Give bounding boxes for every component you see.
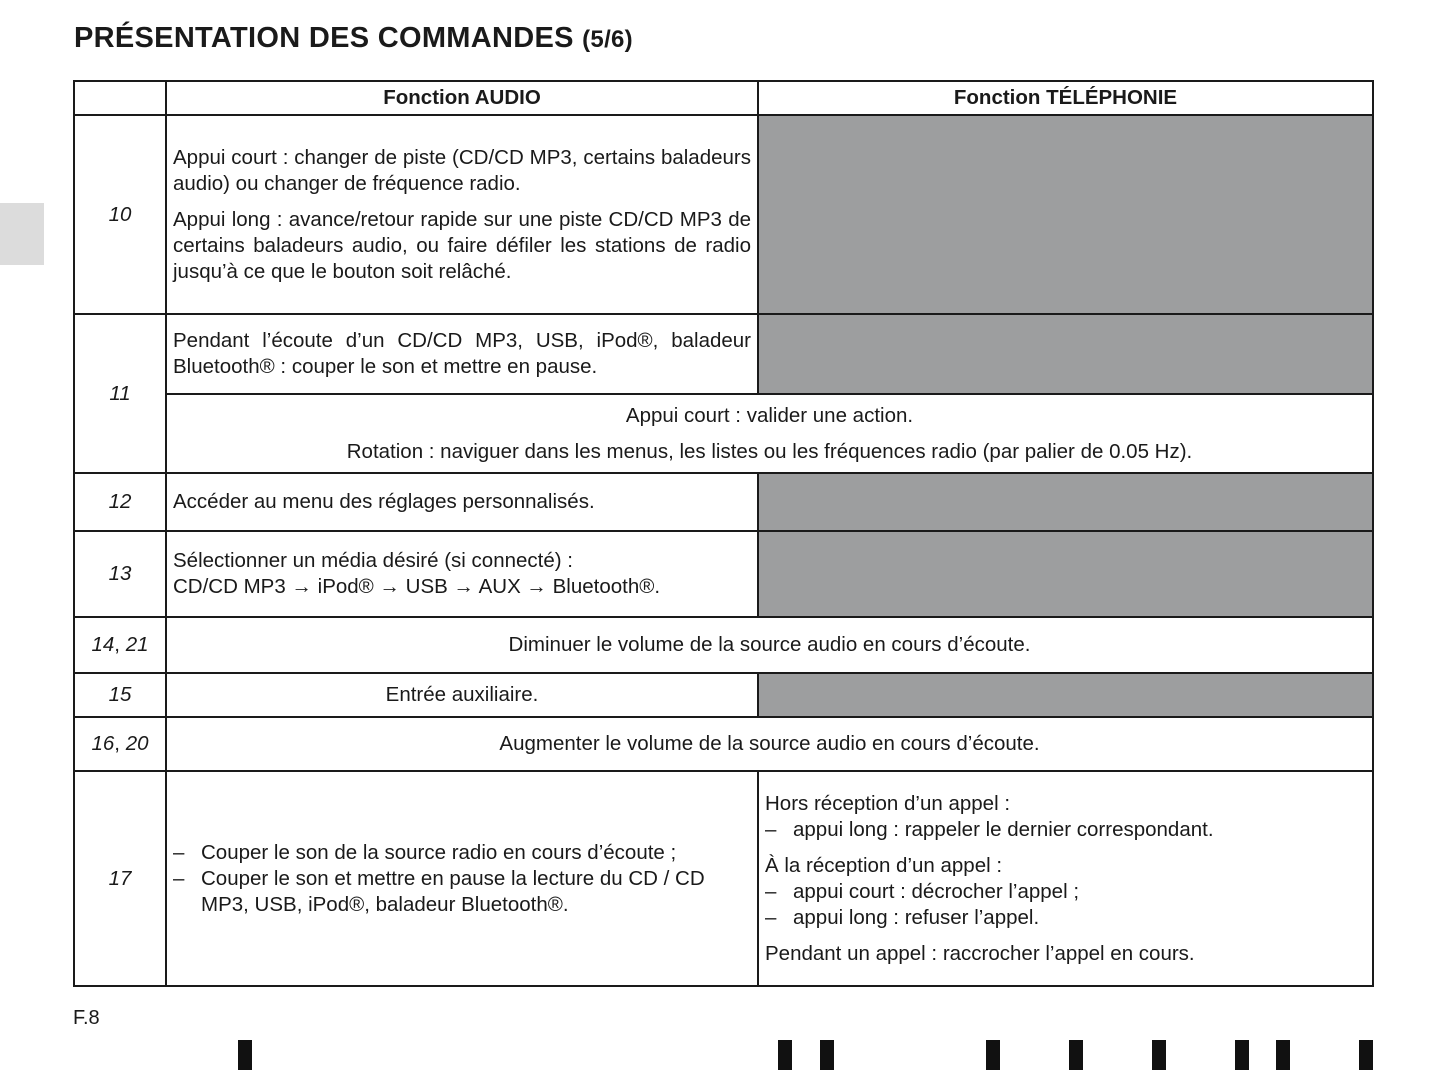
list-item-text: appui court : décrocher l’appel ; [793, 879, 1080, 903]
audio-text: Appui court : changer de piste (CD/CD MP3, certains baladeurs audio) ou changer de fréquence radio. [173, 145, 751, 195]
crop-mark [778, 1040, 792, 1070]
table-row-14-21 [74, 617, 1373, 673]
audio-cell: Entrée auxiliaire. [166, 673, 758, 717]
list-item [173, 840, 751, 866]
table-row-12 [74, 473, 1373, 531]
list-item [173, 866, 751, 918]
list-item [765, 905, 1366, 931]
telephony-cell-empty [758, 473, 1373, 531]
list-item-text: appui long : refuser l’appel. [793, 905, 1040, 929]
list-item-text: Couper le son et mettre en pause la lecture du CD / CD MP3, USB, iPod®, baladeur Bluetooth®. [201, 866, 705, 916]
crop-mark [238, 1040, 252, 1070]
dash-bullet: – [173, 840, 185, 864]
row-number: 10 [74, 115, 166, 314]
audio-cell: Pendant l’écoute d’un CD/CD MP3, USB, iPod®, baladeur Bluetooth® : couper le son et mettre en pause. [166, 314, 758, 394]
telephony-cell-empty [758, 531, 1373, 617]
row-number: 13 [74, 531, 166, 617]
row-number-separator: , [114, 732, 120, 755]
phone-heading: À la réception d’un appel : [765, 853, 1003, 877]
shared-text: Rotation : naviguer dans les menus, les listes ou les fréquences radio (par palier de 0.05 Hz). [346, 439, 1193, 463]
table-row-10 [74, 115, 1373, 314]
phone-heading: Hors réception d’un appel : [765, 791, 1011, 815]
phone-list [765, 879, 1366, 931]
page-code: F.8 [73, 1007, 100, 1029]
shared-cell: Augmenter le volume de la source audio en cours d’écoute. [166, 717, 1373, 771]
list-item [765, 879, 1366, 905]
telephony-cell-empty [758, 673, 1373, 717]
dash-bullet: – [765, 905, 777, 929]
chapter-tab-marker [0, 203, 44, 265]
row-number: 17 [74, 771, 166, 986]
shared-cell: Diminuer le volume de la source audio en cours d’écoute. [166, 617, 1373, 673]
page-title-main: PRÉSENTATION DES COMMANDES [74, 22, 574, 54]
crop-mark [1276, 1040, 1290, 1070]
header-row [74, 81, 1373, 115]
crop-mark [1152, 1040, 1166, 1070]
row-number: 11 [74, 314, 166, 473]
audio-cell [166, 115, 758, 314]
header-number [74, 81, 166, 115]
audio-text: CD/CD MP3 → iPod® → USB → AUX → Bluetooth®. [173, 575, 661, 598]
audio-cell [166, 771, 758, 986]
crop-mark [820, 1040, 834, 1070]
row-number-separator: , [114, 633, 120, 656]
page-title-suffix: (5/6) [582, 26, 633, 53]
row-number [74, 717, 166, 771]
crop-mark [1359, 1040, 1373, 1070]
table-row-16-20 [74, 717, 1373, 771]
table-row-17 [74, 771, 1373, 986]
list-item-text: Couper le son de la source radio en cours d’écoute ; [201, 840, 677, 864]
dash-bullet: – [765, 817, 777, 841]
audio-cell [166, 531, 758, 617]
row-number: 12 [74, 473, 166, 531]
shared-text: Appui court : valider une action. [625, 403, 914, 427]
crop-mark [986, 1040, 1000, 1070]
row-number-a: 14 [91, 633, 115, 656]
phone-list [765, 817, 1366, 843]
row-number-b: 20 [125, 732, 149, 755]
list-item [765, 817, 1366, 843]
audio-text: Appui long : avance/retour rapide sur une piste CD/CD MP3 de certains baladeurs audio, ou faire défiler les stations de radio jusqu’à ce que le bouton soit relâché. [173, 207, 751, 283]
phone-footer: Pendant un appel : raccrocher l’appel en cours. [765, 941, 1195, 965]
crop-mark [1069, 1040, 1083, 1070]
audio-text: Sélectionner un média désiré (si connecté) : [173, 549, 573, 572]
telephony-cell [758, 771, 1373, 986]
list-item-text: appui long : rappeler le dernier correspondant. [793, 817, 1214, 841]
table-row-13 [74, 531, 1373, 617]
header-audio: Fonction AUDIO [166, 81, 758, 115]
dash-bullet: – [765, 879, 777, 903]
crop-mark [1235, 1040, 1249, 1070]
telephony-cell-empty [758, 115, 1373, 314]
shared-cell [166, 394, 1373, 473]
audio-cell: Accéder au menu des réglages personnalisés. [166, 473, 758, 531]
page-title [74, 22, 633, 55]
row-number-a: 16 [91, 732, 115, 755]
header-telephony: Fonction TÉLÉPHONIE [758, 81, 1373, 115]
table-row-11-shared [74, 394, 1373, 473]
table-row-15 [74, 673, 1373, 717]
audio-list [173, 840, 751, 918]
row-number: 15 [74, 673, 166, 717]
dash-bullet: – [173, 866, 185, 890]
table-row-11 [74, 314, 1373, 394]
row-number [74, 617, 166, 673]
commands-table [73, 80, 1374, 987]
row-number-b: 21 [125, 633, 149, 656]
telephony-cell-empty [758, 314, 1373, 394]
